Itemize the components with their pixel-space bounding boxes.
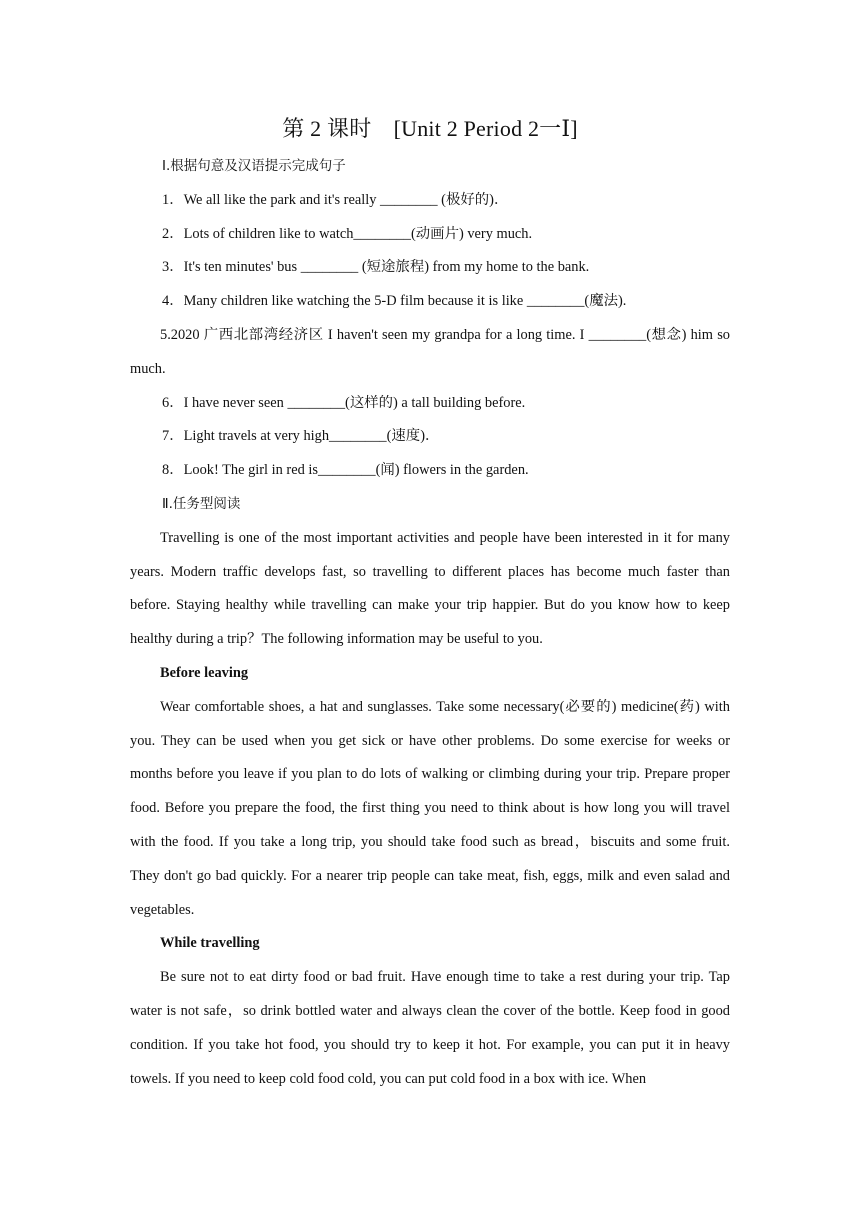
question-8: 8．Look! The girl in red is________(闻) flowers in the garden.: [162, 462, 529, 479]
question-4: 4．Many children like watching the 5-D film because it is like ________(魔法).: [162, 293, 627, 310]
question-3: 3．It's ten minutes' bus ________ (短途旅程) from my home to the bank.: [162, 259, 590, 276]
before-leaving-heading: Before leaving: [160, 664, 249, 681]
question-7: 7．Light travels at very high________(速度)．: [162, 428, 440, 445]
question-1: 1．We all like the park and it's really ________ (极好的)．: [162, 191, 509, 208]
before-leaving-paragraph: Wear comfortable shoes, a hat and sunglasses. Take some necessary(必要的) medicine(药) with you. They can be used when you get sick or have other problems. Do some exercise for weeks or months before you leave if you plan to do lots of walking or climbing during your trip. Prepare proper food. Before you prepare the food, the first thing you need to think about is how long you will travel with the food. If you take a long trip, you should take food such as bread，biscuits and some fruit. They don't go bad quickly. For a nearer trip people can take meat, fish, eggs, milk and even salad and vegetables.: [130, 698, 730, 918]
section-2-heading: Ⅱ.任务型阅读: [162, 495, 241, 512]
while-travelling-heading: While travelling: [160, 935, 260, 952]
question-6: 6．I have never seen ________(这样的) a tall building before.: [162, 394, 526, 411]
document-body: [130, 150, 730, 1096]
page-title: 第 2 课时 [Unit 2 Period 2一Ⅰ]: [282, 116, 578, 141]
while-travelling-paragraph: Be sure not to eat dirty food or bad fruit. Have enough time to take a rest during your trip. Tap water is not safe，so drink bottled water and always clean the cover of the bottle. Keep food in good condition. If you take hot food, you should try to keep it hot. For example, you can put it in heavy towels. If you need to keep cold food cold, you can put cold food in a box with ice. When: [130, 969, 730, 1087]
intro-paragraph: Travelling is one of the most important activities and people have been interested in it for many years. Modern traffic develops fast, so travelling to different places has become much faster than before. Staying healthy while travelling can make your trip happier. But do you know how to keep healthy during a trip？The following information may be useful to you.: [130, 529, 730, 648]
question-2: 2．Lots of children like to watch________(动画片) very much.: [162, 225, 533, 242]
section-1-heading: Ⅰ.根据句意及汉语提示完成句子: [162, 158, 346, 174]
question-5: 5.2020 广西北部湾经济区 I haven't seen my grandpa for a long time. I ________(想念) him so much.: [130, 326, 730, 377]
